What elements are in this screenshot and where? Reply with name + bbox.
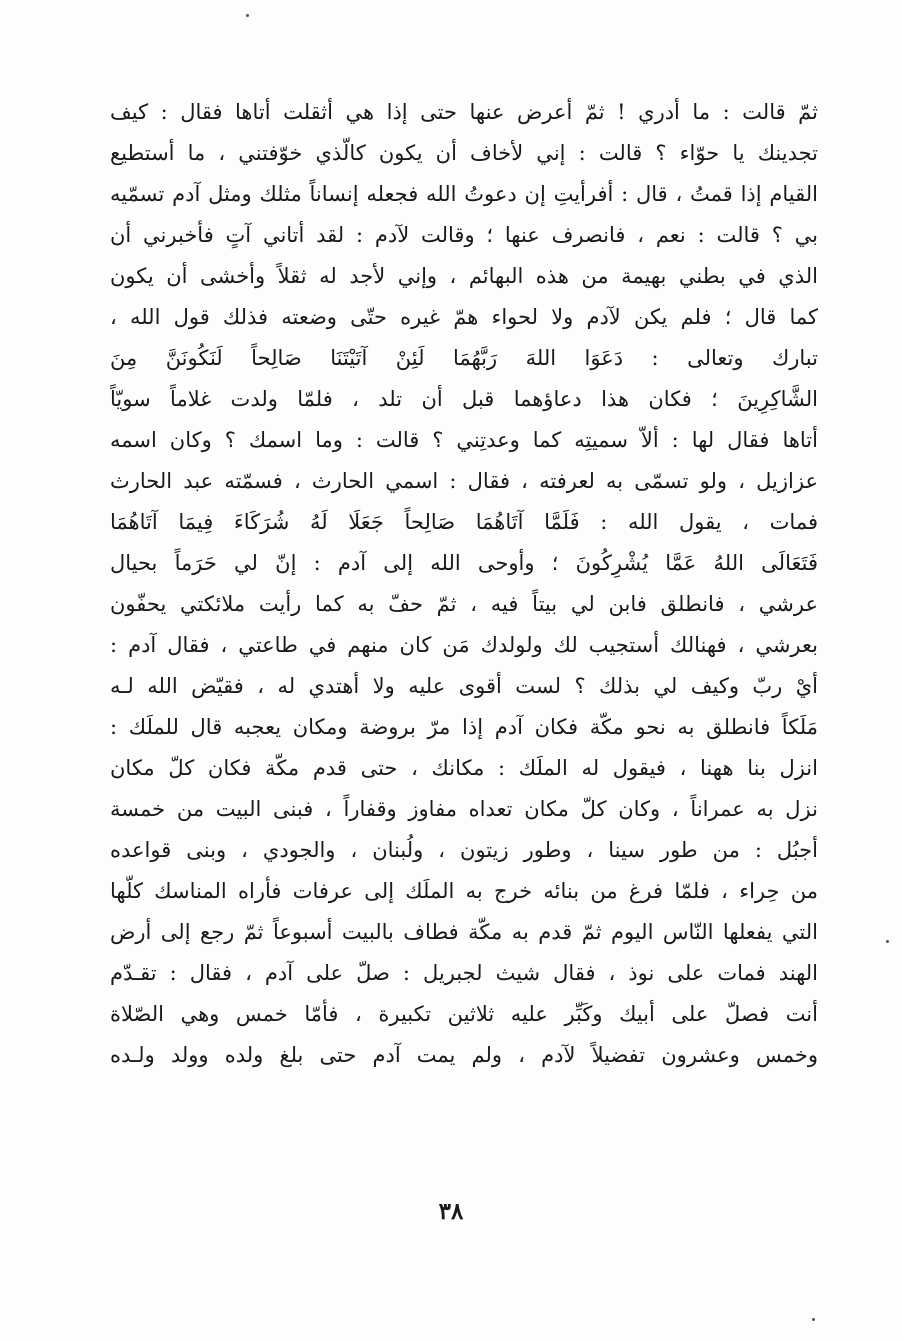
text-line: بعرشي ، فهنالك أستجيب لك ولولدك مَن كان منهم في طاعتي ، فقال آدم :	[110, 633, 818, 657]
text-line: من حِراء ، فلمّا فرغ من بنائه خرج به الملَك إلى عرفات فأراه المناسك كلّها	[110, 879, 818, 903]
text-line: أجبُل : من طور سينا ، وطور زيتون ، ولُبنان ، والجودي ، وبنى قواعده	[110, 838, 818, 862]
text-line: تجدينك يا حوّاء ؟ قالت : إني لأخاف أن يكون كالّذي خوّفتني ، ما أستطيع	[110, 141, 818, 165]
text-line: أنت فصلّ على أبيك وكَبِّر عليه ثلاثين تكبيرة ، فأمّا خمس وهي الصّلاة	[110, 1002, 818, 1026]
text-line: عزازيل ، ولو تسمّى به لعرفته ، فقال : اسمي الحارث ، فسمّته عبد الحارث	[110, 469, 818, 493]
text-line: أيْ ربّ وكيف لي بذلك ؟ لست أقوى عليه ولا أهتدي له ، فقيّض الله لـه	[110, 674, 818, 698]
text-line: التي يفعلها النّاس اليوم ثمّ قدم به مكّة فطاف بالبيت أسبوعاً ثمّ رجع إلى أرض	[110, 920, 818, 944]
text-line: وخمس وعشرون تفضيلاً لآدم ، ولم يمت آدم حتى بلغ ولده وولد ولـده	[110, 1043, 818, 1067]
text-line: القيام إذا قمتُ ، قال : أفرأيتِ إن دعوتُ الله فجعله إنساناً مثلك ومثل آدم تسمّيه	[110, 182, 818, 206]
text-line: مَلَكاً فانطلق به نحو مكّة فكان آدم إذا مرّ بروضة ومكان يعجبه قال للملَك :	[110, 715, 818, 739]
text-line: عرشي ، فانطلق فابن لي بيتاً فيه ، ثمّ حفّ به كما رأيت ملائكتي يحفّون	[110, 592, 818, 616]
text-line: أتاها فقال لها : ألاّ سميتِه كما وعدتِني ؟ قالت : وما اسمك ؟ وكان اسمه	[110, 428, 818, 452]
text-line: الذي في بطني بهيمة من هذه البهائم ، وإني لأجد له ثقلاً وأخشى أن يكون	[110, 264, 818, 288]
text-line: فَتَعَالَى اللهُ عَمَّا يُشْرِكُونَ ؛ وأوحى الله إلى آدم : إنّ لي حَرَماً بحيال	[110, 551, 818, 575]
text-line: نزل به عمراناً ، وكان كلّ مكان تعداه مفاوز وقفاراً ، فبنى البيت من خمسة	[110, 797, 818, 821]
scan-speck	[886, 940, 889, 943]
scan-speck	[246, 14, 249, 17]
scan-speck	[812, 1318, 815, 1321]
text-line: فمات ، يقول الله : فَلَمَّا آتَاهُمَا صَالِحاً جَعَلَا لَهُ شُرَكَاءَ فِيمَا آتَاهُمَا	[110, 510, 818, 534]
body-text	[110, 92, 818, 1076]
text-line: انزل بنا ههنا ، فيقول له الملَك : مكانك ، حتى قدم مكّة فكان كلّ مكان	[110, 756, 818, 780]
text-line: ثمّ قالت : ما أدري ! ثمّ أعرض عنها حتى إذا هي أثقلت أتاها فقال : كيف	[110, 100, 818, 124]
text-line: بي ؟ قالت : نعم ، فانصرف عنها ؛ وقالت لآدم : لقد أتاني آتٍ فأخبرني أن	[110, 223, 818, 247]
text-line: تبارك وتعالى : دَعَوَا اللهَ رَبَّهُمَا لَئِنْ آتَيْتَنَا صَالِحاً لَنَكُونَنَّ مِنَ	[110, 346, 818, 370]
text-line: كما قال ؛ فلم يكن لآدم ولا لحواء همّ غيره حتّى وضعته فذلك قول الله ،	[110, 305, 818, 329]
page-number: ٣٨	[438, 1198, 464, 1225]
text-line: الشَّاكِرِينَ ؛ فكان هذا دعاؤهما قبل أن تلد ، فلمّا ولدت غلاماً سويّاً	[110, 387, 818, 411]
text-line: الهند فمات على نوذ ، فقال شيث لجبريل : صلّ على آدم ، فقال : تقـدّم	[110, 961, 818, 985]
